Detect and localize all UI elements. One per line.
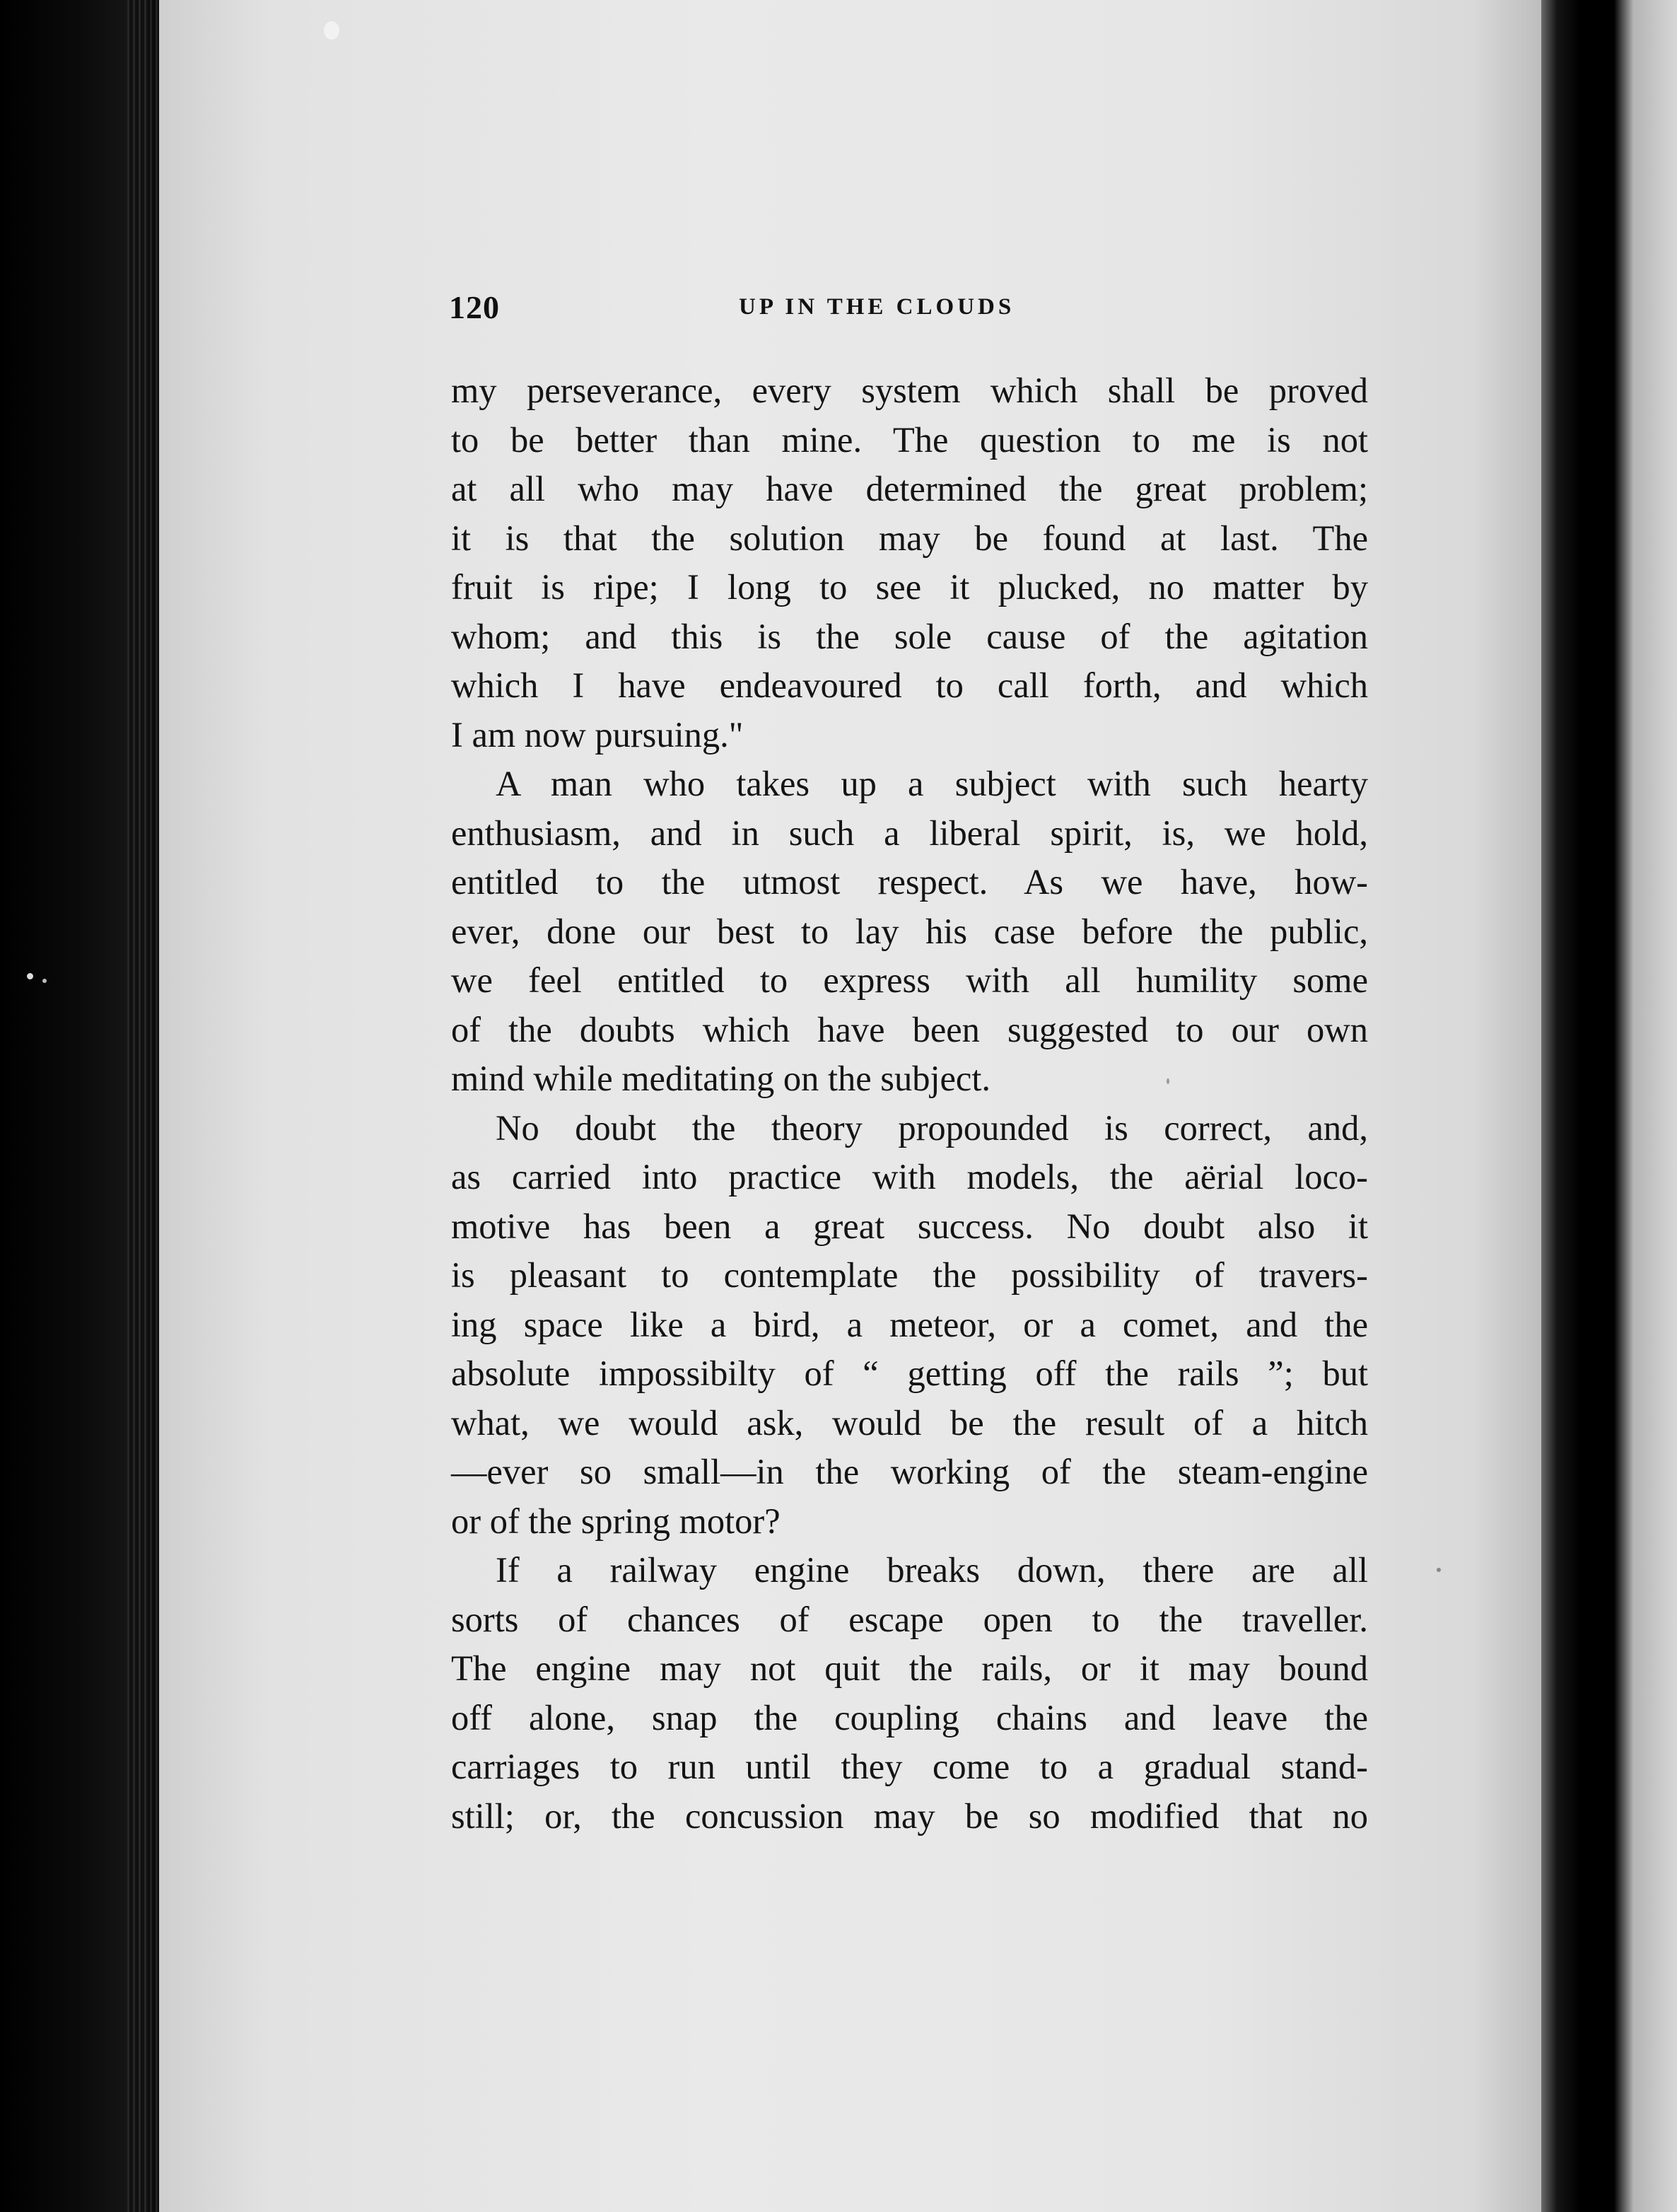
text-line: or of the spring motor?: [451, 1501, 781, 1541]
text-line: enthusiasm, and in such a liberal spirit, is, we hold,: [451, 813, 1368, 853]
scan-speck: [42, 979, 47, 983]
text-line: —ever so small—in the working of the steam-engine: [451, 1452, 1368, 1491]
page-number: 120: [449, 289, 500, 325]
text-line: The engine may not quit the rails, or it may bound: [451, 1648, 1368, 1688]
text-line: we feel entitled to express with all humility some: [451, 960, 1368, 1000]
text-line: still; or, the concussion may be so modified that no: [451, 1795, 1368, 1836]
scan-speck: [324, 21, 339, 40]
paragraph-first-line: A man who takes up a subject with such hearty: [496, 764, 1368, 803]
text-line: as carried into practice with models, the aërial loco-: [451, 1157, 1368, 1197]
text-line: my perseverance, every system which shall be proved: [451, 371, 1368, 410]
text-line: to be better than mine. The question to me is not: [451, 419, 1368, 460]
scan-speck: [1437, 1568, 1441, 1572]
text-line: of the doubts which have been suggested to our own: [451, 1009, 1368, 1049]
scan-speck: [27, 973, 33, 979]
text-line: fruit is ripe; I long to see it plucked, no matter by: [451, 567, 1368, 607]
text-line: what, we would ask, would be the result of a hitch: [451, 1402, 1368, 1443]
text-line: whom; and this is the sole cause of the agitation: [451, 616, 1368, 656]
text-line: which I have endeavoured to call forth, and which: [451, 665, 1368, 705]
text-line: sorts of chances of escape open to the traveller.: [451, 1599, 1368, 1639]
text-line: ever, done our best to lay his case before the public,: [451, 911, 1368, 951]
text-line: is pleasant to contemplate the possibility of travers-: [451, 1255, 1368, 1295]
text-line: at all who may have determined the great problem;: [451, 469, 1368, 508]
body-text: [451, 366, 1368, 1841]
paragraph-first-line: No doubt the theory propounded is correct, and,: [496, 1107, 1368, 1148]
running-title: UP IN THE CLOUDS: [739, 294, 1015, 320]
page-edges: [127, 0, 163, 2212]
adjacent-page-edge: [1580, 0, 1677, 2212]
text-line: I am now pursuing.": [451, 714, 744, 755]
text-line: entitled to the utmost respect. As we have, how-: [451, 862, 1368, 902]
page-header: [449, 289, 1368, 331]
text-line: off alone, snap the coupling chains and leave the: [451, 1697, 1368, 1737]
book-gutter: [1541, 0, 1580, 2212]
text-line: ing space like a bird, a meteor, or a comet, and the: [451, 1304, 1368, 1344]
text-line: carriages to run until they come to a gradual stand-: [451, 1747, 1368, 1786]
text-line: motive has been a great success. No doubt also it: [451, 1206, 1368, 1246]
text-line: mind while meditating on the subject.: [451, 1059, 991, 1098]
left-scan-margin: [0, 0, 148, 2212]
text-line: absolute impossibilty of “ getting off the rails ”; but: [451, 1354, 1368, 1393]
text-line: it is that the solution may be found at last. The: [451, 518, 1368, 558]
paragraph-first-line: If a railway engine breaks down, there are all: [496, 1550, 1368, 1590]
